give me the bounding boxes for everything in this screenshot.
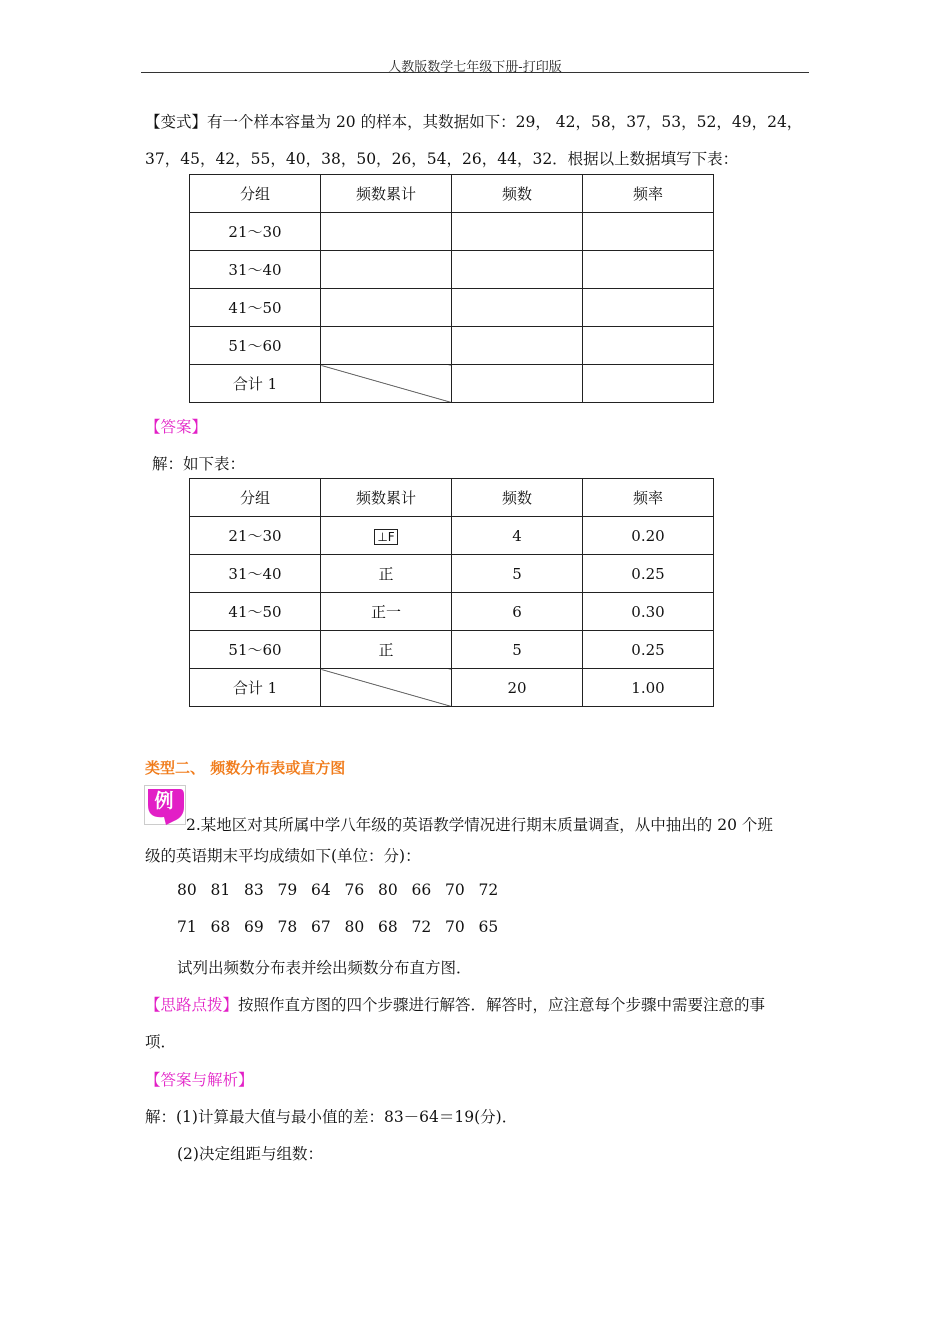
variant-line-1 bbox=[145, 110, 802, 132]
cell-count bbox=[452, 327, 583, 365]
score: 69 bbox=[244, 918, 264, 936]
score: 71 bbox=[177, 918, 197, 936]
cell-rate bbox=[583, 365, 714, 403]
cell-tally bbox=[321, 289, 452, 327]
score: 79 bbox=[277, 881, 298, 899]
solution-step-1: 解：(1)计算最大值与最小值的差：83－64＝19(分)． bbox=[145, 1108, 518, 1126]
cell-count: 20 bbox=[452, 669, 583, 707]
header-rule bbox=[141, 72, 809, 73]
cell-group: 合计 1 bbox=[190, 669, 321, 707]
answer-intro: 解：如下表： bbox=[152, 455, 246, 473]
cell-group: 31～40 bbox=[190, 251, 321, 289]
cell-tally bbox=[321, 517, 452, 555]
answer-analysis-label: 【答案与解析】 bbox=[145, 1071, 254, 1089]
variant-text-1: 有一个样本容量为 20 的样本，其数据如下：29， 42，58，37，53，52，49，24， bbox=[207, 113, 803, 131]
score: 67 bbox=[311, 918, 331, 936]
blank-frequency-table bbox=[189, 174, 714, 403]
score: 80 bbox=[177, 881, 197, 899]
table-row bbox=[190, 631, 714, 669]
cell-tally: 正 bbox=[321, 555, 452, 593]
table-header-row bbox=[190, 479, 714, 517]
cell-count bbox=[452, 251, 583, 289]
cell-count: 6 bbox=[452, 593, 583, 631]
cell-group: 31～40 bbox=[190, 555, 321, 593]
cell-rate: 0.25 bbox=[583, 555, 714, 593]
table-row bbox=[190, 327, 714, 365]
question-line-2: 级的英语期末平均成绩如下(单位：分)： bbox=[145, 847, 421, 865]
score: 81 bbox=[210, 881, 231, 899]
cell-count bbox=[452, 289, 583, 327]
cell-tally: 正 bbox=[321, 631, 452, 669]
table-row bbox=[190, 251, 714, 289]
cell-group: 21～30 bbox=[190, 517, 321, 555]
table-total-row bbox=[190, 365, 714, 403]
scores-row-1 bbox=[177, 881, 512, 899]
diagonal-cell bbox=[321, 365, 452, 403]
cell-tally bbox=[321, 213, 452, 251]
col-header-count: 频数 bbox=[452, 175, 583, 213]
cell-group: 合计 1 bbox=[190, 365, 321, 403]
col-header-count: 频数 bbox=[452, 479, 583, 517]
col-header-group: 分组 bbox=[190, 479, 321, 517]
table-row bbox=[190, 517, 714, 555]
score: 72 bbox=[411, 918, 432, 936]
question-line-1: 2.某地区对其所属中学八年级的英语教学情况进行期末质量调查，从中抽出的 20 个班 bbox=[186, 816, 773, 834]
solution-step-2: (2)决定组距与组数： bbox=[177, 1145, 323, 1163]
cell-rate: 1.00 bbox=[583, 669, 714, 707]
hint-text: 按照作直方图的四个步骤进行解答．解答时，应注意每个步骤中需要注意的事 bbox=[238, 996, 766, 1014]
score: 78 bbox=[277, 918, 298, 936]
section-title: 类型二、 频数分布表或直方图 bbox=[145, 759, 346, 777]
table-row bbox=[190, 289, 714, 327]
answer-label: 【答案】 bbox=[145, 418, 208, 436]
cell-group: 51～60 bbox=[190, 327, 321, 365]
score: 68 bbox=[378, 918, 398, 936]
cell-count: 5 bbox=[452, 555, 583, 593]
scores-row-2 bbox=[177, 918, 512, 936]
col-header-tally: 频数累计 bbox=[321, 479, 452, 517]
score: 80 bbox=[344, 918, 365, 936]
filled-frequency-table bbox=[189, 478, 714, 707]
score: 65 bbox=[478, 918, 499, 936]
cell-rate bbox=[583, 213, 714, 251]
diagonal-cell bbox=[321, 669, 452, 707]
hint-line-2: 项． bbox=[145, 1033, 177, 1051]
cell-rate: 0.20 bbox=[583, 517, 714, 555]
cell-count bbox=[452, 213, 583, 251]
example-badge-icon bbox=[144, 785, 186, 825]
score: 66 bbox=[411, 881, 432, 899]
cell-tally bbox=[321, 251, 452, 289]
table-row bbox=[190, 593, 714, 631]
cell-count: 4 bbox=[452, 517, 583, 555]
col-header-rate: 频率 bbox=[583, 479, 714, 517]
cell-rate bbox=[583, 289, 714, 327]
col-header-tally: 频数累计 bbox=[321, 175, 452, 213]
cell-rate bbox=[583, 251, 714, 289]
cell-group: 41～50 bbox=[190, 289, 321, 327]
variant-label: 【变式】 bbox=[145, 113, 208, 131]
cell-tally bbox=[321, 327, 452, 365]
variant-line-2: 37，45，42，55，40，38，50，26，54，26，44，32．根据以上数据填写下表： bbox=[145, 150, 739, 168]
table-total-row bbox=[190, 669, 714, 707]
col-header-rate: 频率 bbox=[583, 175, 714, 213]
cell-rate bbox=[583, 327, 714, 365]
score: 68 bbox=[210, 918, 231, 936]
cell-group: 41～50 bbox=[190, 593, 321, 631]
table-row bbox=[190, 555, 714, 593]
task-text: 试列出频数分布表并绘出频数分布直方图． bbox=[177, 959, 472, 977]
score: 83 bbox=[244, 881, 264, 899]
hint-line-1 bbox=[145, 993, 765, 1015]
cell-count bbox=[452, 365, 583, 403]
cell-tally: 正一 bbox=[321, 593, 452, 631]
cell-rate: 0.30 bbox=[583, 593, 714, 631]
hint-label: 【思路点拨】 bbox=[145, 996, 239, 1014]
score: 80 bbox=[378, 881, 398, 899]
tally-mark: ⊥F bbox=[374, 529, 397, 545]
cell-rate: 0.25 bbox=[583, 631, 714, 669]
cell-group: 21～30 bbox=[190, 213, 321, 251]
score: 70 bbox=[445, 881, 465, 899]
score: 70 bbox=[445, 918, 465, 936]
score: 72 bbox=[478, 881, 499, 899]
score: 64 bbox=[311, 881, 331, 899]
table-row bbox=[190, 213, 714, 251]
table-header-row bbox=[190, 175, 714, 213]
cell-count: 5 bbox=[452, 631, 583, 669]
score: 76 bbox=[344, 881, 365, 899]
cell-group: 51～60 bbox=[190, 631, 321, 669]
page-header: 人教版数学七年级下册-打印版 bbox=[388, 60, 562, 75]
col-header-group: 分组 bbox=[190, 175, 321, 213]
badge-text: 例 bbox=[154, 790, 174, 812]
